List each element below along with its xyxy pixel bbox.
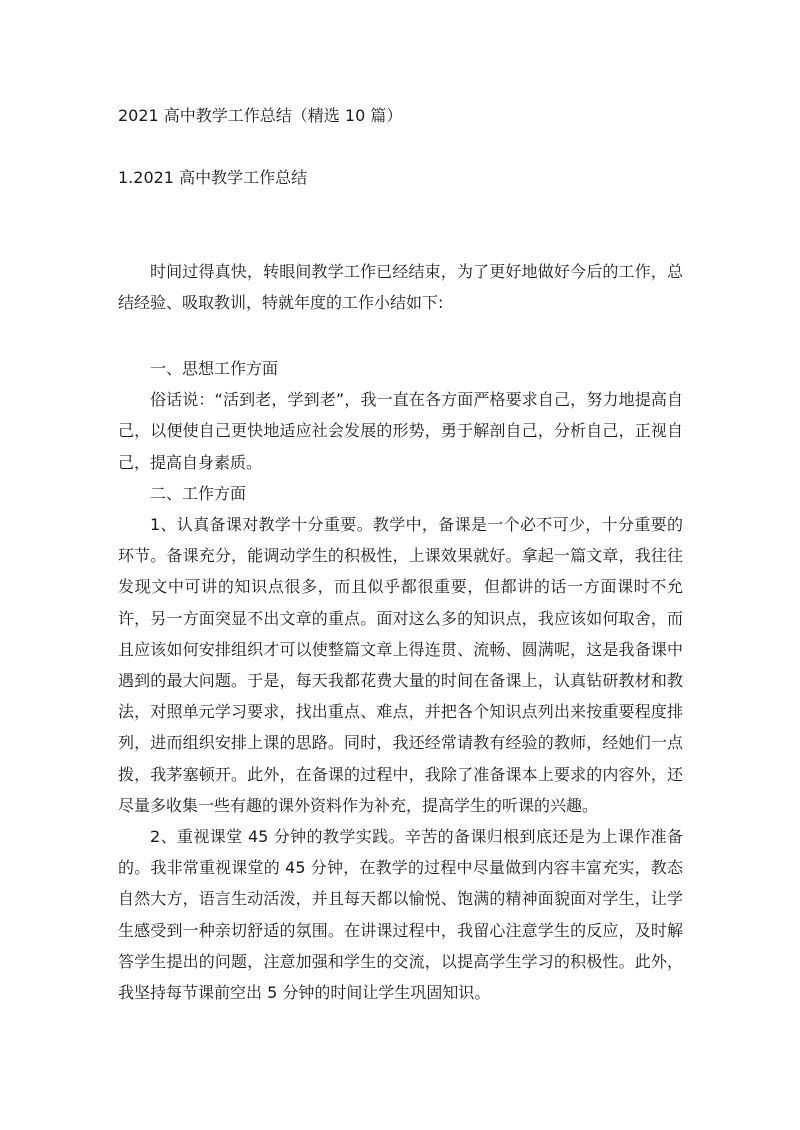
heading-work: 二、工作方面 [150, 483, 247, 503]
section-title: 1.2021 高中教学工作总结 [118, 168, 308, 187]
paragraph-lesson-prep: 1、认真备课对教学十分重要。教学中，备课是一个必不可少，十分重要的环节。备课充分，能调动学生的积极性，上课效果就好。拿起一篇文章，我往往发现文中可讲的知识点很多，而且似乎都很重要，但都讲的话一方面课时不允许，另一方面突显不出文章的重点。面对这么多的知识点，我应该如何取舍，而且应该如何安排组织才可以使整篇文章上得连贯、流畅、圆满呢，这是我备课中遇到的最大问题。于是，每天我都花费大量的时间在备课上，认真钻研教材和教法，对照单元学习要求，找出重点、难点，并把各个知识点列出来按重要程度排列，进而组织安排上课的思路。同时，我还经常请教有经验的教师，经她们一点拨，我茅塞顿开。此外，在备课的过程中，我除了准备课本上要求的内容外，还尽量多收集一些有趣的课外资料作为补充，提高学生的听课的兴趣。 [118, 515, 683, 815]
document-title: 2021 高中教学工作总结（精选 10 篇） [118, 106, 403, 125]
heading-ideology: 一、思想工作方面 [150, 359, 279, 378]
paragraph-classroom: 2、重视课堂 45 分钟的教学实践。辛苦的备课归根到底还是为上课作准备的。我非常重视课堂的 45 分钟，在教学的过程中尽量做到内容丰富充实，教态自然大方，语言生动活泼，并且每天都以愉悦、饱满的精神面貌面对学生，让学生感受到一种亲切舒适的氛围。在讲课过程中，我留心注意学生的反应，及时解答学生提出的问题，注意加强和学生的交流，以提高学生学习的积极性。此外，我坚持每节课前空出 5 分钟的时间让学生巩固知识。 [118, 827, 683, 1003]
intro-paragraph: 时间过得真快，转眼间教学工作已经结束，为了更好地做好今后的工作，总结经验、吸取教训，特就年度的工作小结如下: [118, 262, 683, 312]
document-body [118, 353, 683, 1008]
paragraph-ideology: 俗话说：“活到老，学到老”，我一直在各方面严格要求自己，努力地提高自己，以便使自己更快地适应社会发展的形势，勇于解剖自己，分析自己，正视自己，提高自身素质。 [118, 390, 683, 472]
